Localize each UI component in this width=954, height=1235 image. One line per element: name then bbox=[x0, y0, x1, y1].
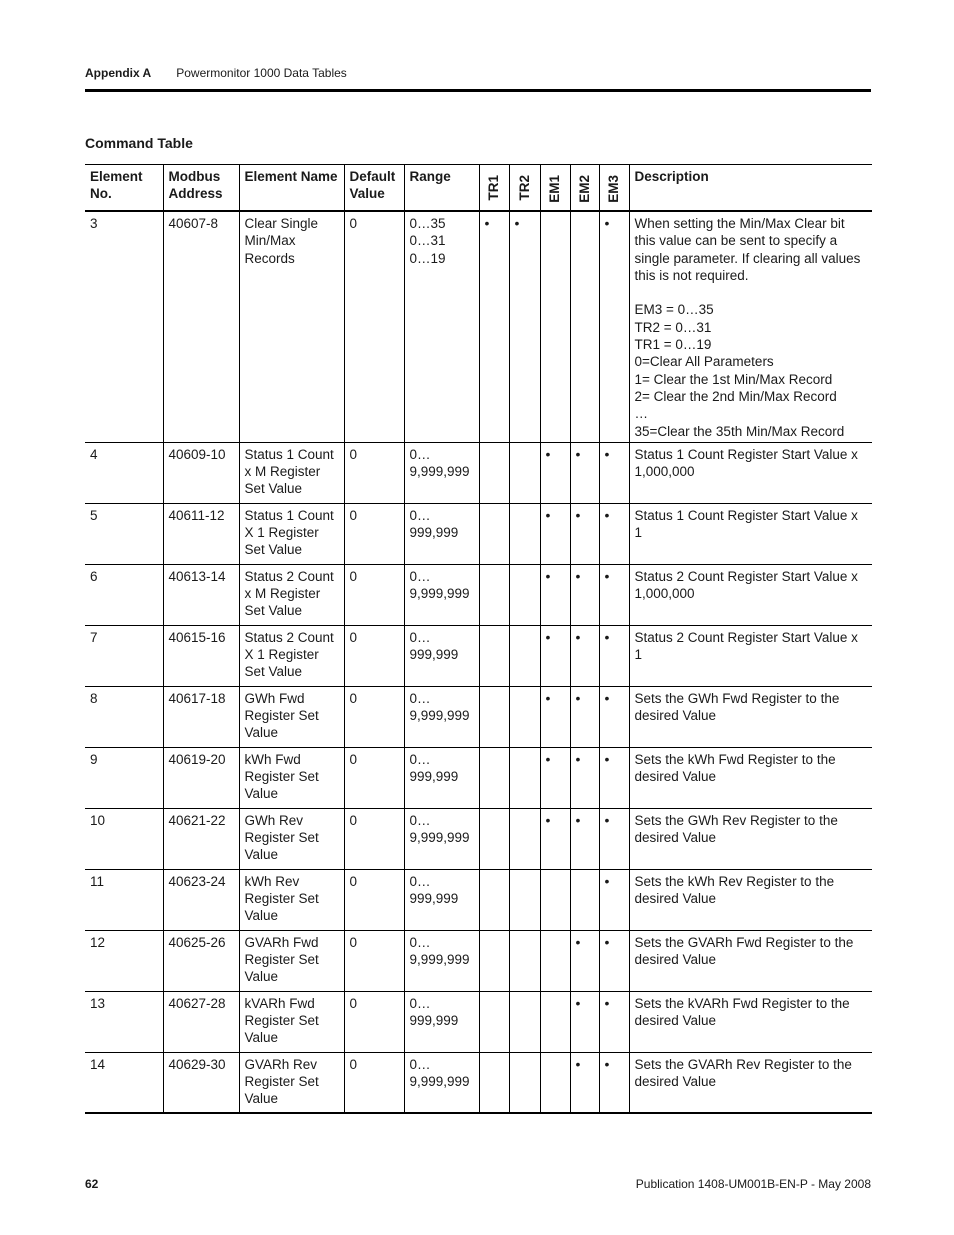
element-no-cell: 6 bbox=[90, 568, 98, 584]
em2-cell bbox=[570, 869, 599, 930]
tr1-cell bbox=[479, 991, 509, 1052]
modbus-address-cell: 40607-8 bbox=[163, 211, 239, 442]
em1-cell bbox=[540, 930, 570, 991]
tr2-cell bbox=[509, 686, 540, 747]
col-header-tr2 bbox=[509, 165, 540, 212]
element-no-cell: 12 bbox=[90, 934, 106, 950]
default-value-cell: 0 bbox=[344, 442, 404, 503]
table-row bbox=[85, 869, 872, 930]
range-cell: 0… 999,999 bbox=[404, 503, 479, 564]
header-title: Powermonitor 1000 Data Tables bbox=[176, 66, 347, 80]
default-value-cell: 0 bbox=[344, 930, 404, 991]
em3-cell: • bbox=[599, 211, 629, 442]
tr2-cell bbox=[509, 747, 540, 808]
em1-cell: • bbox=[540, 625, 570, 686]
description-cell: When setting the Min/Max Clear bit this value can be sent to specify a single parameter. If clearing all values this is not required. EM3 = 0…35 TR2 = 0…31 TR1 = 0…19 0=Clear All Parameters 1= Clear the 1st Min/Max Record 2= Clear the 2nd Min/Max Record … 35=Clear the 35th Min/Max Record bbox=[629, 211, 872, 442]
tr1-cell bbox=[479, 808, 509, 869]
modbus-address-cell: 40619-20 bbox=[163, 747, 239, 808]
em2-cell: • bbox=[570, 747, 599, 808]
col-header-default-value: Default Value bbox=[344, 165, 404, 212]
element-name-cell: GWh Fwd Register Set Value bbox=[239, 686, 344, 747]
range-cell: 0… 9,999,999 bbox=[404, 808, 479, 869]
em3-cell: • bbox=[599, 869, 629, 930]
table-row bbox=[85, 808, 872, 869]
modbus-address-cell: 40611-12 bbox=[163, 503, 239, 564]
element-name-cell: kWh Rev Register Set Value bbox=[239, 869, 344, 930]
em1-cell: • bbox=[540, 686, 570, 747]
em2-cell: • bbox=[570, 686, 599, 747]
tr1-cell bbox=[479, 1052, 509, 1113]
em2-cell: • bbox=[570, 930, 599, 991]
description-cell: Status 2 Count Register Start Value x 1 bbox=[629, 625, 872, 686]
element-no-cell: 8 bbox=[90, 690, 98, 706]
col-header-tr1 bbox=[479, 165, 509, 212]
tr2-cell bbox=[509, 625, 540, 686]
modbus-address-cell: 40625-26 bbox=[163, 930, 239, 991]
tr1-cell bbox=[479, 686, 509, 747]
em3-cell: • bbox=[599, 503, 629, 564]
appendix-label: Appendix A bbox=[85, 66, 152, 80]
range-cell: 0… 9,999,999 bbox=[404, 686, 479, 747]
range-cell: 0… 999,999 bbox=[404, 625, 479, 686]
range-cell: 0… 9,999,999 bbox=[404, 442, 479, 503]
default-value-cell: 0 bbox=[344, 564, 404, 625]
col-header-element-no: Element No. bbox=[90, 169, 143, 202]
tr1-cell bbox=[479, 747, 509, 808]
em1-cell bbox=[540, 991, 570, 1052]
table-row bbox=[85, 1052, 872, 1113]
element-no-cell: 9 bbox=[90, 751, 98, 767]
em3-cell: • bbox=[599, 991, 629, 1052]
range-cell: 0…35 0…31 0…19 bbox=[404, 211, 479, 442]
col-header-em2-label: EM2 bbox=[576, 175, 592, 203]
default-value-cell: 0 bbox=[344, 808, 404, 869]
col-header-em1 bbox=[540, 165, 570, 212]
range-cell: 0… 9,999,999 bbox=[404, 930, 479, 991]
table-row bbox=[85, 625, 872, 686]
description-cell: Sets the kWh Fwd Register to the desired Value bbox=[629, 747, 872, 808]
default-value-cell: 0 bbox=[344, 211, 404, 442]
tr1-cell bbox=[479, 930, 509, 991]
table-header-row bbox=[85, 165, 872, 212]
element-name-cell: GVARh Fwd Register Set Value bbox=[239, 930, 344, 991]
element-name-cell: Status 1 Count X 1 Register Set Value bbox=[239, 503, 344, 564]
table-row bbox=[85, 930, 872, 991]
tr2-cell bbox=[509, 503, 540, 564]
element-no-cell: 11 bbox=[90, 873, 105, 889]
description-cell: Status 1 Count Register Start Value x 1 bbox=[629, 503, 872, 564]
tr1-cell bbox=[479, 503, 509, 564]
col-header-em2 bbox=[570, 165, 599, 212]
em3-cell: • bbox=[599, 808, 629, 869]
element-name-cell: kWh Fwd Register Set Value bbox=[239, 747, 344, 808]
col-header-modbus-address: Modbus Address bbox=[163, 165, 239, 212]
tr2-cell: • bbox=[509, 211, 540, 442]
modbus-address-cell: 40623-24 bbox=[163, 869, 239, 930]
em1-cell: • bbox=[540, 808, 570, 869]
modbus-address-cell: 40615-16 bbox=[163, 625, 239, 686]
tr1-cell bbox=[479, 442, 509, 503]
tr2-cell bbox=[509, 1052, 540, 1113]
table-title: Command Table bbox=[85, 135, 193, 151]
range-cell: 0… 999,999 bbox=[404, 991, 479, 1052]
modbus-address-cell: 40613-14 bbox=[163, 564, 239, 625]
table-row bbox=[85, 442, 872, 503]
modbus-address-cell: 40621-22 bbox=[163, 808, 239, 869]
em2-cell: • bbox=[570, 564, 599, 625]
element-name-cell: Status 1 Count x M Register Set Value bbox=[239, 442, 344, 503]
range-cell: 0… 9,999,999 bbox=[404, 564, 479, 625]
tr2-cell bbox=[509, 808, 540, 869]
default-value-cell: 0 bbox=[344, 686, 404, 747]
tr2-cell bbox=[509, 930, 540, 991]
col-header-element-name: Element Name bbox=[239, 165, 344, 212]
description-cell: Sets the GWh Rev Register to the desired Value bbox=[629, 808, 872, 869]
em3-cell: • bbox=[599, 564, 629, 625]
element-no-cell: 3 bbox=[90, 216, 98, 231]
table-row bbox=[85, 503, 872, 564]
tr1-cell bbox=[479, 869, 509, 930]
em2-cell: • bbox=[570, 991, 599, 1052]
default-value-cell: 0 bbox=[344, 747, 404, 808]
publication-id: Publication 1408-UM001B-EN-P - May 2008 bbox=[635, 1177, 871, 1191]
tr2-cell bbox=[509, 564, 540, 625]
range-cell: 0… 9,999,999 bbox=[404, 1052, 479, 1113]
default-value-cell: 0 bbox=[344, 1052, 404, 1113]
tr1-cell bbox=[479, 625, 509, 686]
col-header-range: Range bbox=[404, 165, 479, 212]
modbus-address-cell: 40609-10 bbox=[163, 442, 239, 503]
tr2-cell bbox=[509, 869, 540, 930]
default-value-cell: 0 bbox=[344, 503, 404, 564]
description-cell: Sets the kWh Rev Register to the desired Value bbox=[629, 869, 872, 930]
em2-cell: • bbox=[570, 503, 599, 564]
default-value-cell: 0 bbox=[344, 991, 404, 1052]
table-row bbox=[85, 747, 872, 808]
em3-cell: • bbox=[599, 747, 629, 808]
em1-cell: • bbox=[540, 442, 570, 503]
element-name-cell: GVARh Rev Register Set Value bbox=[239, 1052, 344, 1113]
header-rule bbox=[85, 89, 871, 92]
command-table bbox=[85, 164, 872, 1114]
element-no-cell: 14 bbox=[90, 1056, 106, 1072]
col-header-tr2-label: TR2 bbox=[516, 175, 532, 201]
em1-cell: • bbox=[540, 503, 570, 564]
table-row bbox=[85, 686, 872, 747]
col-header-description: Description bbox=[629, 165, 872, 212]
element-no-cell: 4 bbox=[90, 446, 98, 462]
em1-cell: • bbox=[540, 747, 570, 808]
default-value-cell: 0 bbox=[344, 625, 404, 686]
table-row bbox=[85, 564, 872, 625]
em2-cell: • bbox=[570, 442, 599, 503]
element-name-cell: GWh Rev Register Set Value bbox=[239, 808, 344, 869]
description-cell: Sets the GVARh Rev Register to the desired Value bbox=[629, 1052, 872, 1113]
range-cell: 0… 999,999 bbox=[404, 747, 479, 808]
tr1-cell bbox=[479, 564, 509, 625]
element-no-cell: 10 bbox=[90, 812, 106, 828]
description-cell: Status 2 Count Register Start Value x 1,000,000 bbox=[629, 564, 872, 625]
modbus-address-cell: 40627-28 bbox=[163, 991, 239, 1052]
element-no-cell: 5 bbox=[90, 507, 98, 523]
modbus-address-cell: 40629-30 bbox=[163, 1052, 239, 1113]
em1-cell: • bbox=[540, 564, 570, 625]
tr2-cell bbox=[509, 442, 540, 503]
element-name-cell: Status 2 Count X 1 Register Set Value bbox=[239, 625, 344, 686]
description-cell: Sets the GWh Fwd Register to the desired Value bbox=[629, 686, 872, 747]
tr2-cell bbox=[509, 991, 540, 1052]
tr1-cell: • bbox=[479, 211, 509, 442]
em3-cell: • bbox=[599, 442, 629, 503]
range-cell: 0… 999,999 bbox=[404, 869, 479, 930]
em1-cell bbox=[540, 1052, 570, 1113]
em2-cell bbox=[570, 211, 599, 442]
em1-cell bbox=[540, 211, 570, 442]
col-header-em3-label: EM3 bbox=[606, 175, 621, 203]
em2-cell: • bbox=[570, 625, 599, 686]
modbus-address-cell: 40617-18 bbox=[163, 686, 239, 747]
em3-cell: • bbox=[599, 1052, 629, 1113]
col-header-em1-label: EM1 bbox=[547, 175, 562, 203]
col-header-tr1-label: TR1 bbox=[486, 175, 501, 201]
page-header bbox=[85, 66, 871, 80]
element-name-cell: kVARh Fwd Register Set Value bbox=[239, 991, 344, 1052]
em2-cell: • bbox=[570, 1052, 599, 1113]
element-no-cell: 13 bbox=[90, 995, 106, 1011]
table-row bbox=[85, 211, 872, 442]
col-header-em3 bbox=[599, 165, 629, 212]
element-name-cell: Clear Single Min/Max Records bbox=[239, 211, 344, 442]
description-cell: Sets the GVARh Fwd Register to the desired Value bbox=[629, 930, 872, 991]
page-number: 62 bbox=[85, 1177, 99, 1191]
element-no-cell: 7 bbox=[90, 629, 98, 645]
description-cell: Status 1 Count Register Start Value x 1,000,000 bbox=[629, 442, 872, 503]
em3-cell: • bbox=[599, 686, 629, 747]
default-value-cell: 0 bbox=[344, 869, 404, 930]
description-cell: Sets the kVARh Fwd Register to the desired Value bbox=[629, 991, 872, 1052]
table-row bbox=[85, 991, 872, 1052]
em2-cell: • bbox=[570, 808, 599, 869]
em1-cell bbox=[540, 869, 570, 930]
em3-cell: • bbox=[599, 625, 629, 686]
em3-cell: • bbox=[599, 930, 629, 991]
element-name-cell: Status 2 Count x M Register Set Value bbox=[239, 564, 344, 625]
